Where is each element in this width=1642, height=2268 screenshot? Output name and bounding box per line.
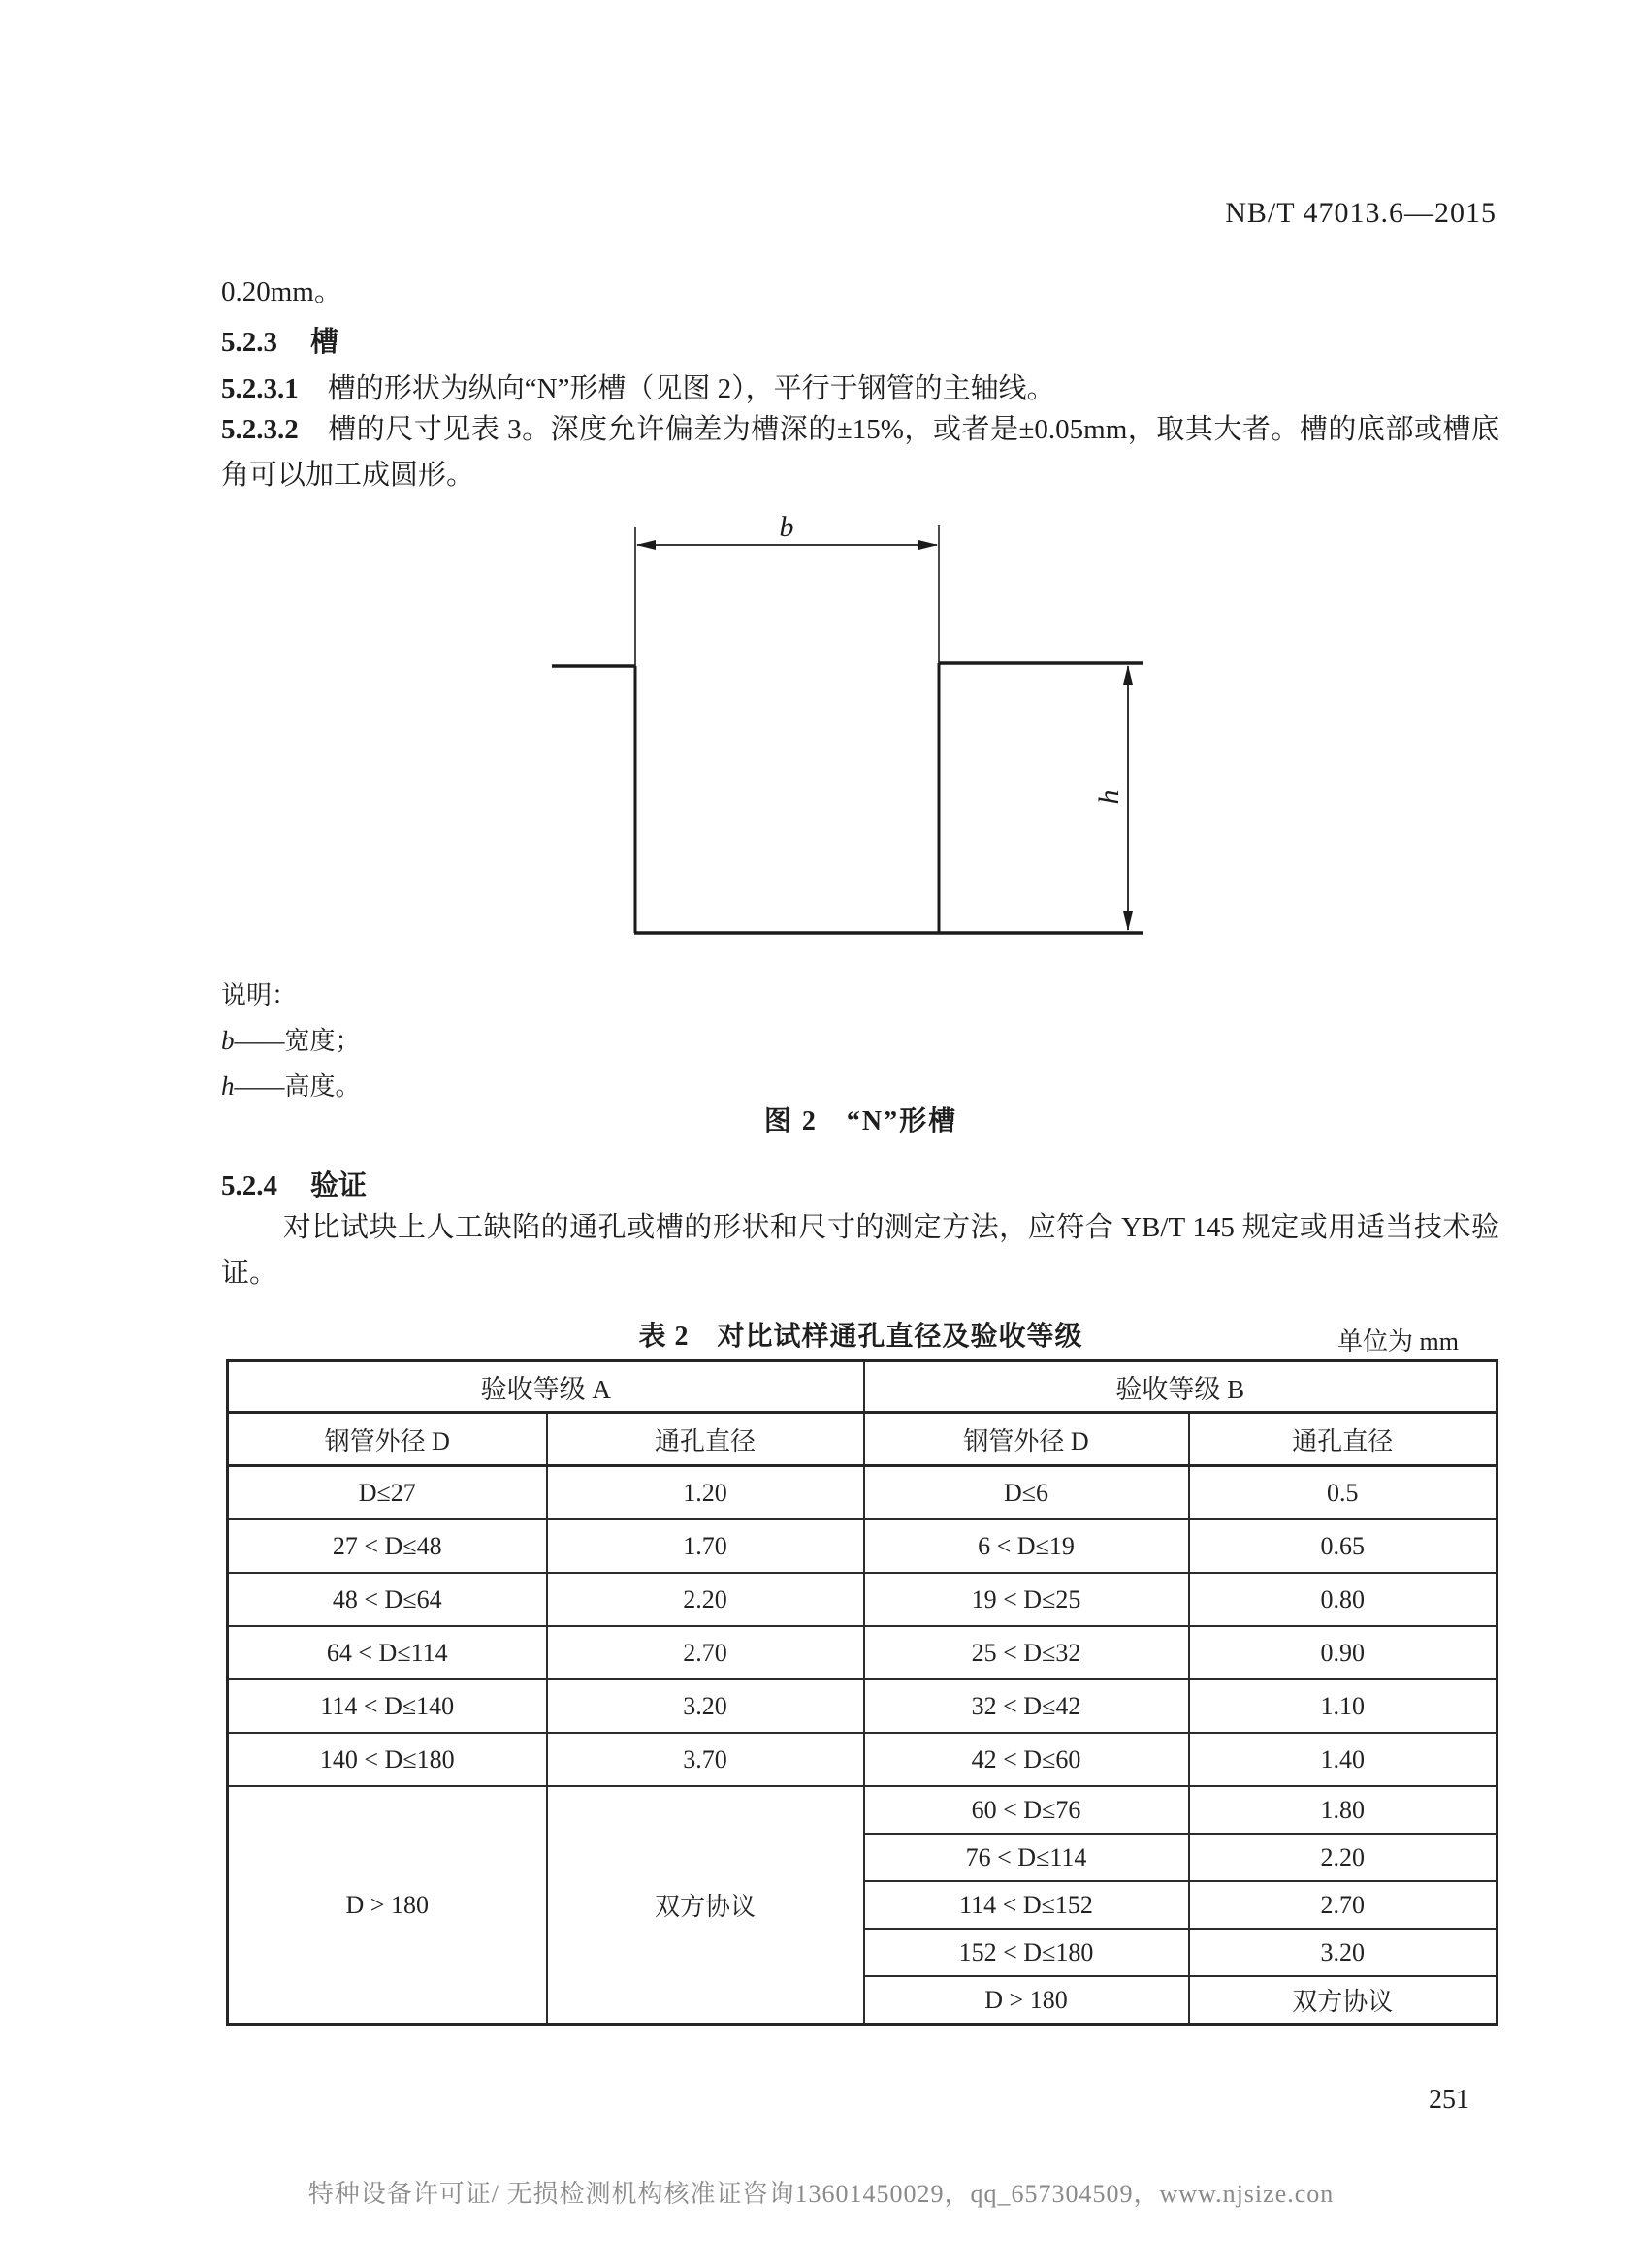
table-cell: 2.20 (1189, 1834, 1497, 1881)
table-cell: 3.20 (547, 1679, 864, 1733)
table-group-header-row (228, 1361, 1497, 1413)
table-column-header-row (228, 1413, 1497, 1466)
table-unit-note: 单位为 mm (1337, 1327, 1459, 1356)
b-dimension-label: b (779, 511, 794, 543)
h-arrow-top (1123, 665, 1133, 685)
section-number: 5.2.3 (221, 327, 277, 358)
table-cell: 3.20 (1189, 1929, 1497, 1976)
table-cell: 0.65 (1189, 1519, 1497, 1573)
legend-desc-h: ——高度。 (234, 1072, 361, 1101)
figure-legend (221, 973, 361, 1109)
h-dimension-label: h (1093, 789, 1125, 805)
table-cell: 60 < D≤76 (864, 1786, 1189, 1834)
table-cell: D≤27 (228, 1466, 547, 1520)
legend-symbol-h: h (221, 1071, 235, 1101)
clause-5-2-3-1 (221, 367, 1499, 412)
figure-caption: 图 2 “N”形槽 (763, 1106, 958, 1136)
table-cell: 114 < D≤140 (228, 1679, 547, 1733)
table-cell: D > 180 (864, 1976, 1189, 2025)
page-number: 251 (1429, 2085, 1469, 2115)
clause-number: 5.2.3.2 (221, 414, 299, 445)
h-arrow-bottom (1123, 911, 1133, 931)
table-cell: 1.80 (1189, 1786, 1497, 1834)
table-cell-merged-hole: 双方协议 (547, 1786, 864, 2025)
section-heading-5-2-3 (221, 320, 338, 360)
table-cell: 1.20 (547, 1466, 864, 1520)
table-cell-merged-diameter: D > 180 (228, 1786, 547, 2025)
group-header-a: 验收等级 A (228, 1361, 864, 1413)
standard-number: NB/T 47013.6—2015 (1225, 197, 1497, 229)
table-cell: 1.70 (547, 1519, 864, 1573)
table-cell: 32 < D≤42 (864, 1679, 1189, 1733)
col-header-diameter-b: 钢管外径 D (864, 1413, 1189, 1466)
table-cell: 140 < D≤180 (228, 1733, 547, 1786)
table-cell: 1.10 (1189, 1679, 1497, 1733)
col-header-hole-a: 通孔直径 (547, 1413, 864, 1466)
comparison-hole-diameter-table (226, 1359, 1498, 2026)
table-row (228, 1466, 1497, 1520)
table-row (228, 1679, 1497, 1733)
clause-5-2-4-text: 对比试块上人工缺陷的通孔或槽的形状和尺寸的测定方法，应符合 YB/T 145 规定或用适当技术验证。 (221, 1212, 1499, 1289)
section-title: 槽 (310, 327, 339, 358)
table-cell: 48 < D≤64 (228, 1573, 547, 1626)
table-cell: D≤6 (864, 1466, 1189, 1520)
group-header-b: 验收等级 B (864, 1361, 1497, 1413)
figure-2-n-groove-diagram (466, 485, 1203, 950)
table-2-title: 表 2 对比试样通孔直径及验收等级 (638, 1322, 1083, 1352)
table-cell: 27 < D≤48 (228, 1519, 547, 1573)
legend-item-b (221, 1018, 361, 1064)
paragraph-lead: 0.20mm。 (221, 276, 342, 307)
table-row (228, 1626, 1497, 1679)
table-cell: 2.70 (547, 1626, 864, 1679)
table-row (228, 1519, 1497, 1573)
table-cell: 19 < D≤25 (864, 1573, 1189, 1626)
table-row (228, 1733, 1497, 1786)
col-header-diameter-a: 钢管外径 D (228, 1413, 547, 1466)
table-cell: 64 < D≤114 (228, 1626, 547, 1679)
table-cell: 2.70 (1189, 1881, 1497, 1929)
b-arrow-right (918, 540, 938, 550)
table-cell: 6 < D≤19 (864, 1519, 1189, 1573)
table-row (228, 1786, 1497, 1834)
table-cell: 114 < D≤152 (864, 1881, 1189, 1929)
table-cell: 1.40 (1189, 1733, 1497, 1786)
table-row (228, 1573, 1497, 1626)
section-title: 验证 (310, 1170, 368, 1201)
footer-watermark: 特种设备许可证/ 无损检测机构核准证咨询13601450029，qq_657304509，www.njsize.con (307, 2180, 1335, 2208)
table-cell: 2.20 (547, 1573, 864, 1626)
legend-symbol-b: b (221, 1026, 235, 1055)
legend-desc-b: ——宽度； (234, 1027, 361, 1055)
legend-title: 说明： (221, 981, 298, 1009)
section-heading-5-2-4 (221, 1164, 367, 1203)
b-arrow-left (636, 540, 656, 550)
table-cell: 0.80 (1189, 1573, 1497, 1626)
clause-number: 5.2.3.1 (221, 373, 299, 404)
table-cell: 0.5 (1189, 1466, 1497, 1520)
table-cell: 76 < D≤114 (864, 1834, 1189, 1881)
table-cell: 152 < D≤180 (864, 1929, 1189, 1976)
clause-text: 槽的形状为纵向“N”形槽（见图 2），平行于钢管的主轴线。 (327, 373, 1055, 404)
table-cell: 25 < D≤32 (864, 1626, 1189, 1679)
table-cell: 3.70 (547, 1733, 864, 1786)
table-cell: 0.90 (1189, 1626, 1497, 1679)
table-cell: 双方协议 (1189, 1976, 1497, 2025)
section-number: 5.2.4 (221, 1170, 277, 1201)
col-header-hole-b: 通孔直径 (1189, 1413, 1497, 1466)
table-cell: 42 < D≤60 (864, 1733, 1189, 1786)
clause-text: 槽的尺寸见表 3。深度允许偏差为槽深的±15%，或者是±0.05mm，取其大者。槽的底部或槽底角可以加工成圆形。 (221, 414, 1499, 491)
